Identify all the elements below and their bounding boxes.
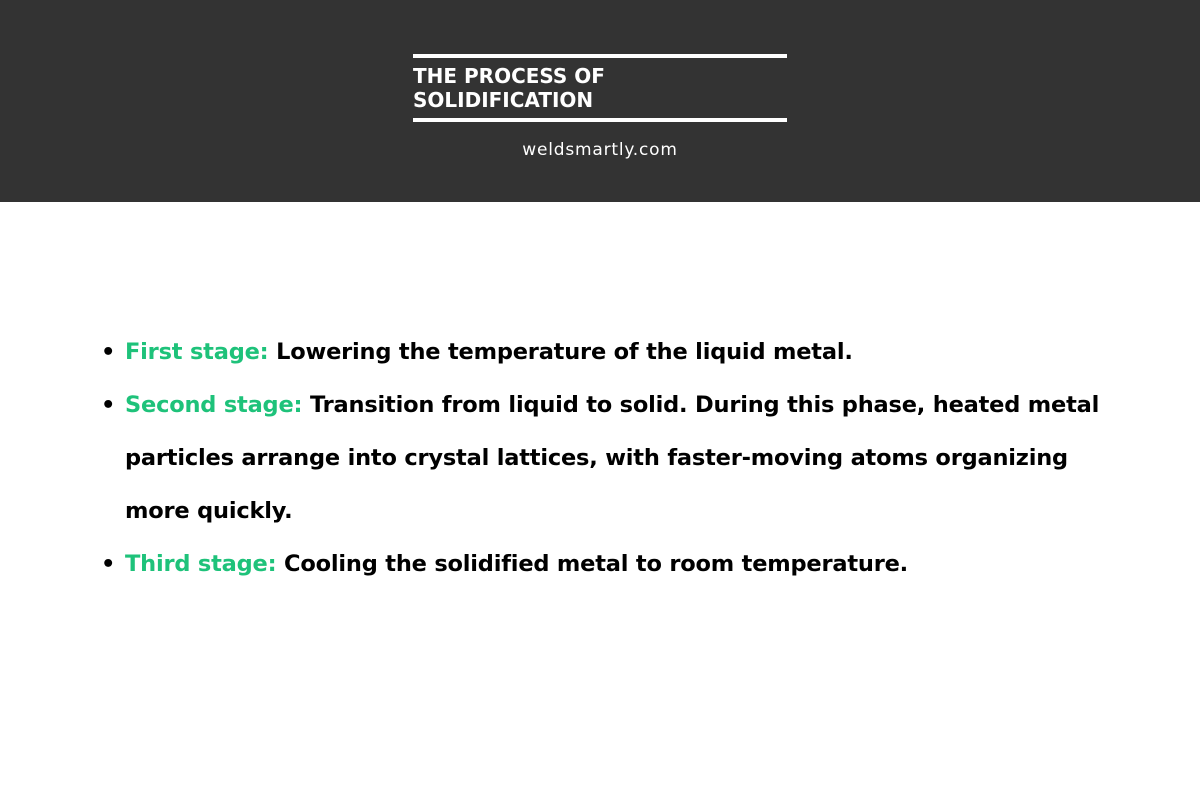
site-url: weldsmartly.com <box>522 140 678 160</box>
stage-label: Third stage: <box>125 551 285 577</box>
content-area <box>0 326 1200 591</box>
stage-text: Cooling the solidified metal to room temperature. <box>284 551 909 577</box>
stage-label: First stage: <box>125 339 277 365</box>
bullet-icon: • <box>101 392 116 418</box>
bullet-icon: • <box>101 551 116 577</box>
list-item-second-stage <box>101 379 1120 538</box>
title-frame <box>413 54 787 122</box>
stage-text: Transition from liquid to solid. During this phase, heated metal particles arrange into crystal lattices, with faster-moving atoms organizing more quickly. <box>125 392 1100 524</box>
stage-text: Lowering the temperature of the liquid metal. <box>276 339 853 365</box>
page-title: THE PROCESS OF SOLIDIFICATION <box>413 64 605 112</box>
list-item-first-stage <box>101 326 1120 379</box>
list-item-third-stage <box>101 538 1120 591</box>
header-banner <box>0 0 1200 202</box>
stage-list <box>0 326 1200 591</box>
stage-label: Second stage: <box>125 392 310 418</box>
bullet-icon: • <box>101 339 116 365</box>
